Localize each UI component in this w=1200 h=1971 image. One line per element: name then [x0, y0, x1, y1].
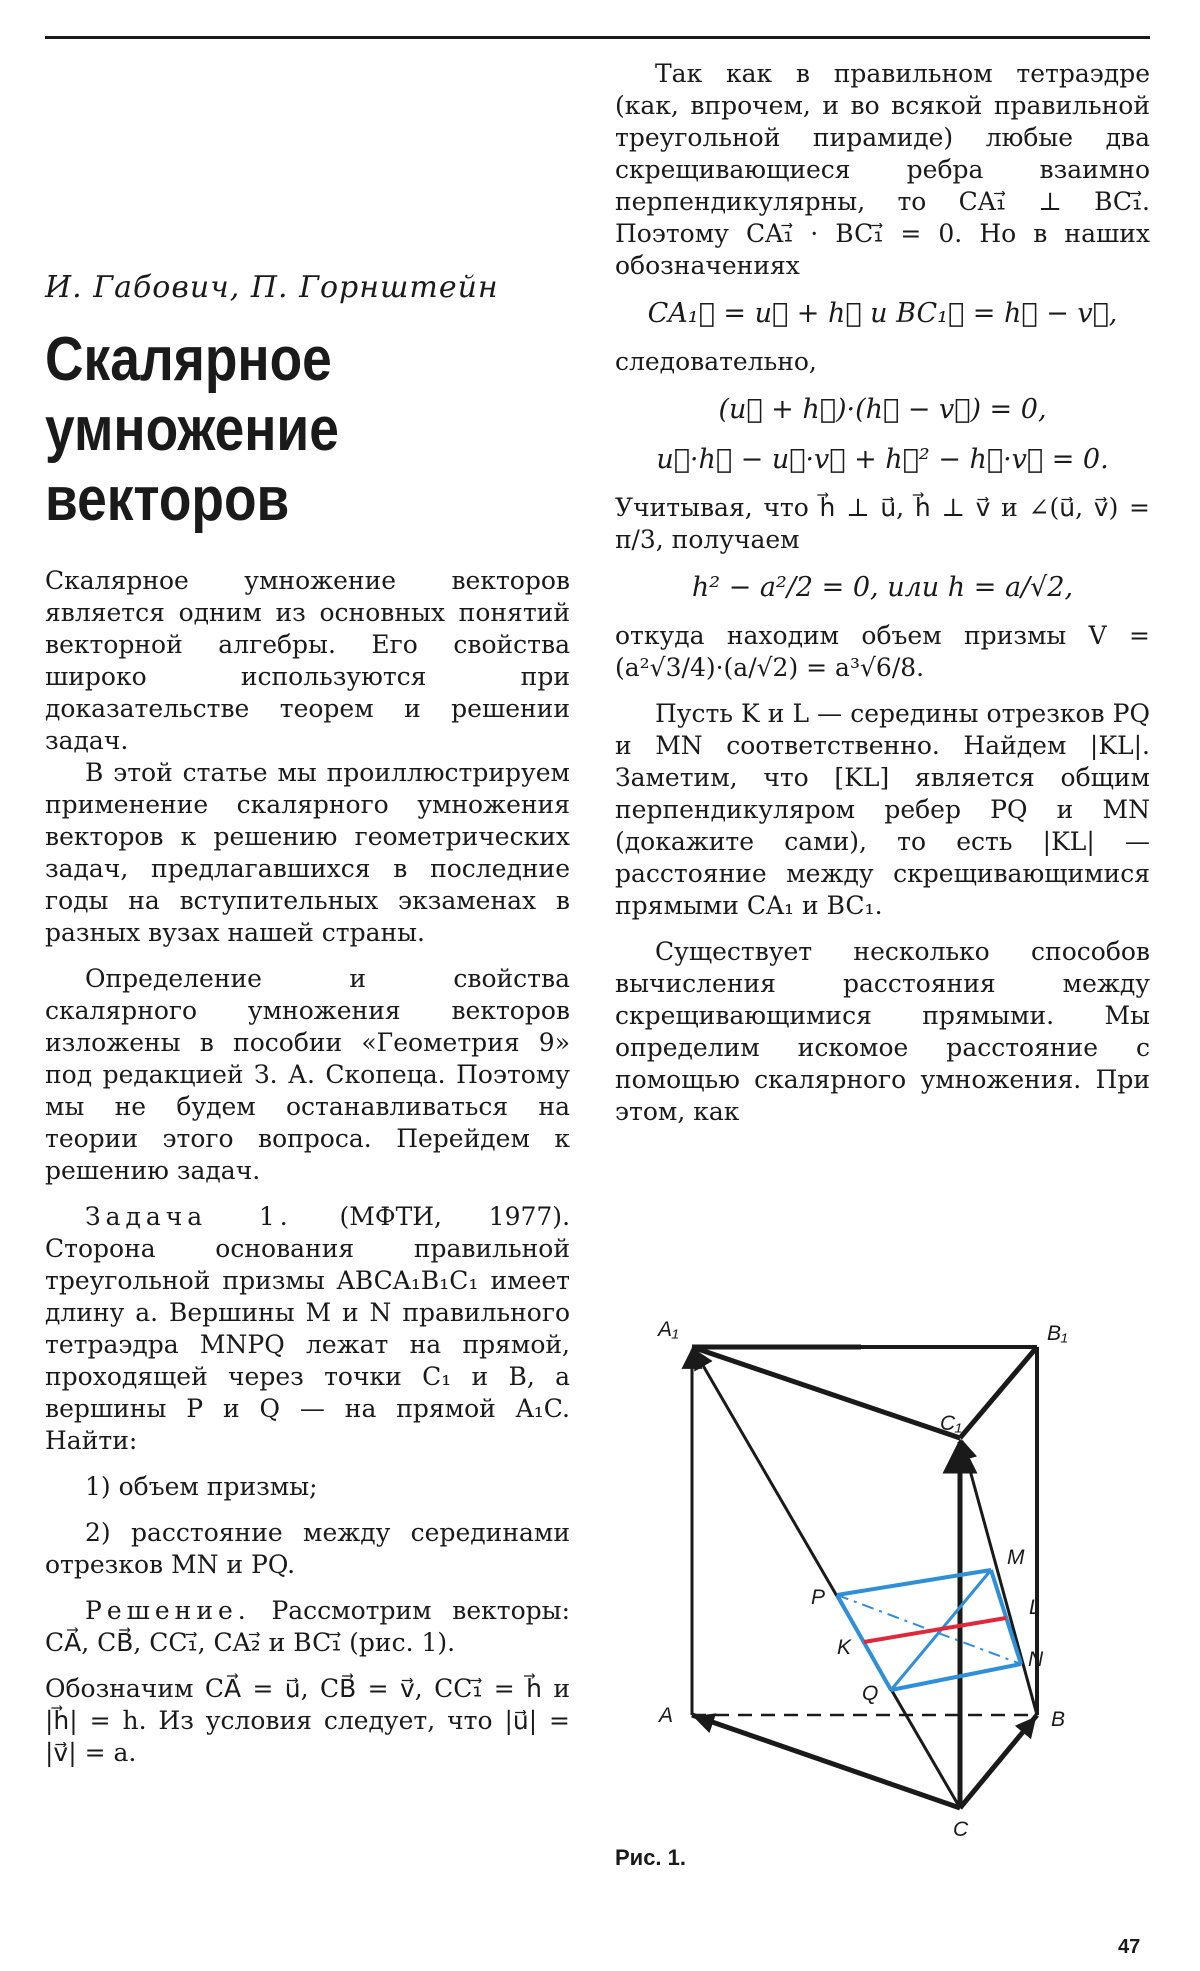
edge-m-n	[991, 1570, 1021, 1664]
vector-ca1	[694, 1350, 960, 1808]
article-title	[45, 325, 497, 565]
body-paragraph: откуда находим объем призмы V = (a²√3/4)·(a/√2) = a³√6/8.	[615, 621, 1150, 682]
label-l: L	[1029, 1596, 1041, 1619]
edge-b1-c1	[960, 1347, 1037, 1438]
solution-paragraph	[45, 1595, 570, 1659]
body-paragraph: Учитывая, что h⃗ ⊥ u⃗, h⃗ ⊥ v⃗ и ∠(u⃗, v⃗) = π/3, получаем	[615, 493, 1150, 554]
title-line: векторов	[45, 465, 290, 534]
edge-a1-c1	[692, 1347, 960, 1438]
body-paragraph: Пусть K и L — середины отрезков PQ и MN соответственно. Найдем |KL|. Заметим, что [KL] является общим перпендикуляром ребер PQ и MN (докажите сами), то есть |KL| — расстояние между скрещивающимися прямыми CA₁ и BC₁.	[615, 699, 1150, 920]
solution-text: Рассмотрим векторы: CA⃗, CB⃗, CC₁⃗, CA₂⃗ и BC₁⃗ (рис. 1).	[45, 1596, 570, 1657]
right-column	[615, 58, 1150, 1128]
body-paragraph: следовательно,	[615, 347, 817, 376]
label-c: C	[953, 1818, 969, 1840]
problem-item-1: 1) объем призмы;	[85, 1472, 318, 1501]
vector-ca	[695, 1717, 960, 1808]
label-c1: C₁	[940, 1412, 962, 1435]
title-line: Скалярное	[45, 325, 332, 394]
edge-p-m	[837, 1570, 991, 1595]
label-b: B	[1051, 1708, 1066, 1731]
label-a: A	[659, 1704, 674, 1727]
label-m: M	[1007, 1546, 1025, 1569]
label-k: K	[837, 1636, 852, 1659]
solution-paragraph-2: Обозначим CA⃗ = u⃗, CB⃗ = v⃗, CC₁⃗ = h⃗ и |h⃗| = h. Из условия следует, что |u⃗| = |v⃗| = a.	[45, 1674, 570, 1767]
body-paragraph: Существует несколько способов вычисления расстояния между скрещивающимися прямыми. Мы определим искомое расстояние с помощью скалярного умножения. При этом, как	[615, 937, 1150, 1126]
label-p: P	[811, 1586, 826, 1609]
label-b1: B₁	[1047, 1322, 1068, 1345]
label-q: Q	[862, 1682, 879, 1705]
formula-expanded: u⃗·h⃗ − u⃗·v⃗ + h⃗² − h⃗·v⃗ = 0.	[656, 444, 1109, 475]
intro-paragraph: В этой статье мы проиллюстрируем применение скалярного умножения векторов к решению геометрических задач, предлагавшихся в последние годы на вступительных экзаменах в разных вузах нашей страны.	[45, 758, 570, 947]
problem-label: Задача 1.	[85, 1202, 293, 1231]
vector-cb	[960, 1718, 1035, 1808]
figure-1	[615, 1320, 1150, 1880]
left-column	[45, 270, 570, 1769]
intro-paragraph: Скалярное умножение векторов является одним из основных понятий векторной алгебры. Его свойства широко используются при доказательстве теорем и решении задач.	[45, 566, 570, 755]
prism-diagram	[615, 1320, 1150, 1840]
page-number: 47	[1118, 1936, 1141, 1958]
label-a1: A₁	[658, 1320, 679, 1341]
article-authors: И. Габович, П. Горнштейн	[45, 270, 499, 305]
problem-statement	[45, 1201, 570, 1457]
body-paragraph: Так как в правильном тетраэдре (как, впрочем, и во всякой правильной треугольной пирамиде) любые два скрещивающиеся ребра взаимно перпендикулярны, то CA₁⃗ ⊥ BC₁⃗. Поэтому CA₁⃗ · BC₁⃗ = 0. Но в наших обозначениях	[615, 59, 1150, 280]
formula-product: (u⃗ + h⃗)·(h⃗ − v⃗) = 0,	[718, 394, 1047, 425]
figure-caption: Рис. 1.	[615, 1845, 687, 1870]
problem-item-2: 2) расстояние между серединами отрезков MN и PQ.	[45, 1518, 570, 1579]
solution-label: Решение.	[85, 1596, 251, 1625]
top-rule	[45, 36, 1150, 39]
formula-height: h² − a²/2 = 0, или h = a/√2,	[691, 572, 1074, 603]
problem-text: (МФТИ, 1977). Сторона основания правильной треугольной призмы ABCA₁B₁C₁ имеет длину a. Вершины M и N правильного тетраэдра MNPQ лежат на прямой, проходящей через точки C₁ и B, а вершины P и Q — на прямой A₁C. Найти:	[45, 1202, 571, 1455]
formula-vectors: CA₁⃗ = u⃗ + h⃗ и BC₁⃗ = h⃗ − v⃗,	[647, 298, 1118, 329]
intro-paragraph: Определение и свойства скалярного умножения векторов изложены в пособии «Геометрия 9» под редакцией З. А. Скопеца. Поэтому мы не будем останавливаться на теории этого вопроса. Перейдем к решению задач.	[45, 964, 570, 1185]
title-line: умножение	[45, 395, 339, 464]
label-n: N	[1028, 1648, 1044, 1671]
